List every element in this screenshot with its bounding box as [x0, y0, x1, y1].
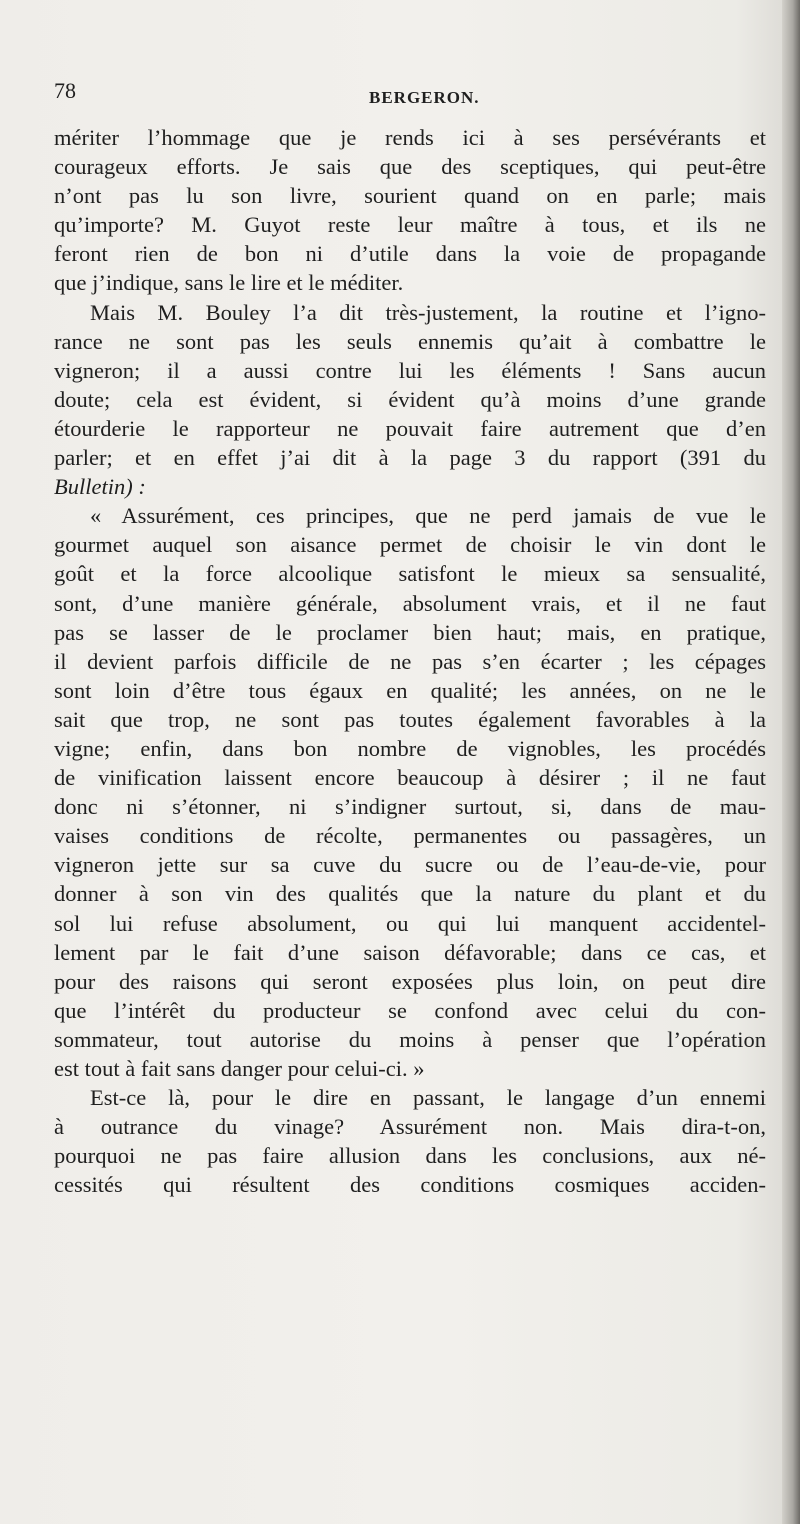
text-line: vigneron jette sur sa cuve du sucre ou de l’eau-de-vie, pour [54, 852, 766, 878]
text-line: sont, d’une manière générale, absolument vrais, et il ne faut [54, 590, 766, 616]
text-line: donc ni s’étonner, ni s’indigner surtout, si, dans de mau- [54, 794, 766, 820]
text-line: que l’intérêt du producteur se confond avec celui du con- [54, 997, 766, 1023]
text-line: sommateur, tout autorise du moins à penser que l’opération [54, 1026, 766, 1052]
text-line: il devient parfois difficile de ne pas s’en écarter ; les cépages [54, 648, 766, 674]
text-line: vaises conditions de récolte, permanentes ou passagères, un [54, 823, 766, 849]
text-line: donner à son vin des qualités que la nature du plant et du [54, 881, 766, 907]
page-number: 78 [54, 78, 76, 103]
text-line: gourmet auquel son aisance permet de choisir le vin dont le [54, 532, 766, 558]
text-line: n’ont pas lu son livre, sourient quand on en parle; mais [54, 183, 766, 209]
text-line: cessités qui résultent des conditions cosmiques acciden- [54, 1172, 766, 1198]
body-text [54, 123, 766, 1199]
text-line: « Assurément, ces principes, que ne perd jamais de vue le [90, 503, 766, 529]
text-line: étourderie le rapporteur ne pouvait faire autrement que d’en [54, 415, 766, 441]
text-line: rance ne sont pas les seuls ennemis qu’ait à combattre le [54, 328, 766, 354]
running-head: BERGERON. [369, 88, 480, 107]
text-line: Mais M. Bouley l’a dit très-justement, la routine et l’igno- [90, 299, 766, 325]
text-line: à outrance du vinage? Assurément non. Mais dira-t-on, [54, 1114, 766, 1140]
text-line: de vinification laissent encore beaucoup à désirer ; il ne faut [54, 765, 766, 791]
text-line: Est-ce là, pour le dire en passant, le langage d’un ennemi [90, 1085, 766, 1111]
text-line: parler; et en effet j’ai dit à la page 3 du rapport (391 du [54, 445, 766, 471]
text-line: lement par le fait d’une saison défavorable; dans ce cas, et [54, 939, 766, 965]
text-line: sont loin d’être tous égaux en qualité; les années, on ne le [54, 677, 766, 703]
text-line: mériter l’hommage que je rends ici à ses persévérants et [54, 125, 766, 150]
text-line: feront rien de bon ni d’utile dans la voie de propagande [54, 241, 766, 267]
text-line: qu’importe? M. Guyot reste leur maître à tous, et ils ne [54, 212, 766, 238]
text-line: pourquoi ne pas faire allusion dans les conclusions, aux né- [54, 1143, 766, 1169]
text-line: que j’indique, sans le lire et le méditer. [54, 270, 404, 296]
page-header [54, 78, 754, 118]
text-line: Bulletin) : [54, 474, 146, 500]
text-line: pour des raisons qui seront exposées plus loin, on peut dire [54, 968, 766, 994]
text-line: courageux efforts. Je sais que des sceptiques, qui peut-être [54, 154, 766, 180]
text-line: sol lui refuse absolument, ou qui lui manquent accidentel- [54, 910, 766, 936]
text-line: est tout à fait sans danger pour celui-ci. » [54, 1056, 425, 1081]
text-line: vigne; enfin, dans bon nombre de vignobles, les procédés [54, 735, 766, 761]
text-line: vigneron; il a aussi contre lui les éléments ! Sans aucun [54, 357, 766, 383]
text-line: doute; cela est évident, si évident qu’à moins d’une grande [54, 386, 766, 412]
text-line: pas se lasser de le proclamer bien haut; mais, en pratique, [54, 619, 766, 645]
page-edge-shadow [782, 0, 800, 1524]
text-line: sait que trop, ne sont pas toutes également favorables à la [54, 706, 766, 732]
text-line: goût et la force alcoolique satisfont le mieux sa sensualité, [54, 561, 766, 587]
